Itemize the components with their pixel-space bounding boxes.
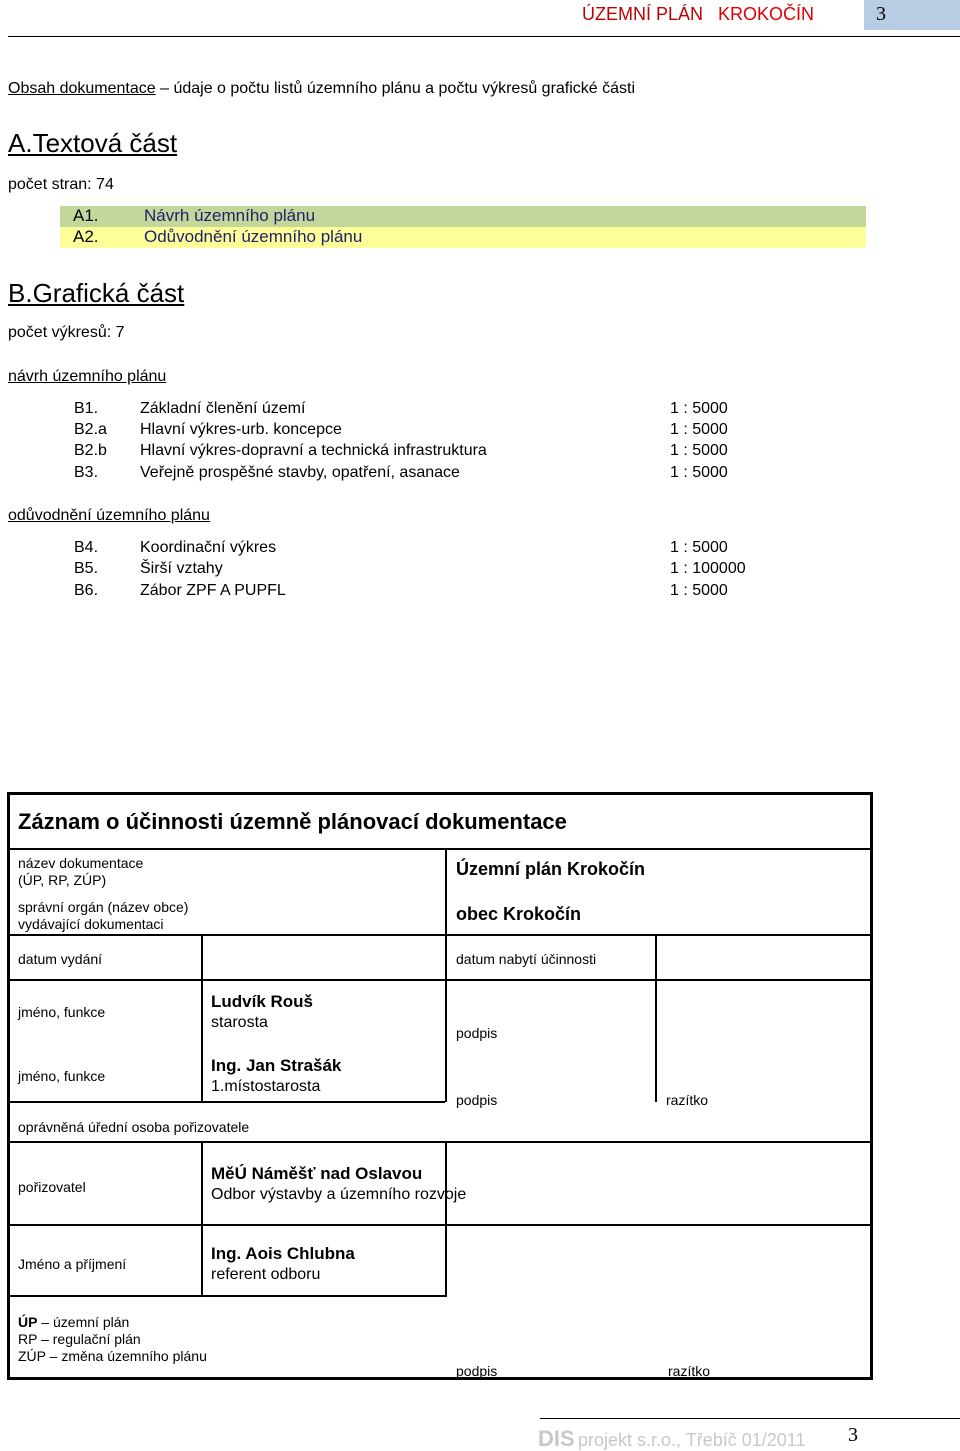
divider [655, 934, 657, 1102]
doc-name-value: Územní plán Krokočín [456, 859, 646, 879]
footer-company: projekt s.r.o., Třebíč 01/2011 [578, 1430, 806, 1450]
official-label: oprávněná úřední osoba pořizovatele [18, 1119, 250, 1135]
item-name: Návrh územního plánu [144, 206, 316, 225]
part-b-title: B.Grafická část [8, 278, 185, 308]
doc-name-label-1: název dokumentace [18, 855, 144, 871]
fullname-label: Jméno a příjmení [18, 1256, 127, 1272]
record-title: Záznam o účinnosti územně plánovací dokumentace [18, 809, 567, 834]
drawing-scale: 1 : 5000 [670, 442, 728, 459]
drawing-code: B5. [74, 560, 99, 577]
drawing-scale: 1 : 5000 [670, 421, 728, 438]
effective-date-label: datum nabytí účinnosti [456, 951, 597, 967]
contents-heading-link[interactable]: Obsah dokumentace [8, 80, 156, 97]
authority-label-1: správní orgán (název obce) [18, 899, 189, 915]
legend-line-2: RP – regulační plán [18, 1331, 141, 1347]
drawing-code: B2.a [74, 421, 107, 438]
group-proposal-title: návrh územního plánu [8, 368, 167, 385]
legend-line-1 [18, 1314, 129, 1331]
drawing-row [74, 421, 774, 443]
divider [10, 934, 870, 936]
authority-value: obec Krokočín [456, 904, 582, 924]
doc-name-label-2: (ÚP, RP, ZÚP) [18, 872, 107, 888]
drawing-row [74, 539, 774, 561]
part-b-count: počet výkresů: 7 [8, 324, 125, 341]
contents-heading-rest: – údaje o počtu listů územního plánu a počtu výkresů grafické části [155, 80, 636, 97]
drawing-code: B1. [74, 400, 99, 417]
drawing-row [74, 400, 774, 422]
fullname-name: Ing. Aois Chlubna [211, 1244, 355, 1263]
person2-name: Ing. Jan Strašák [211, 1056, 342, 1075]
drawing-scale: 1 : 100000 [670, 560, 746, 577]
drawing-row [74, 582, 774, 604]
drawing-name: Hlavní výkres-dopravní a technická infrastruktura [140, 442, 487, 459]
drawing-row [74, 442, 774, 464]
drawing-code: B3. [74, 464, 99, 481]
footer-rule [540, 1418, 960, 1419]
divider [445, 1141, 447, 1297]
item-code: A2. [73, 227, 99, 246]
group-justification-title: odůvodnění územního plánu [8, 507, 210, 524]
issue-date-label: datum vydání [18, 951, 103, 967]
person1-name: Ludvík Rouš [211, 992, 314, 1011]
drawing-scale: 1 : 5000 [670, 464, 728, 481]
authority-label-2: vydávající dokumentaci [18, 916, 164, 932]
divider [10, 848, 870, 850]
procurer-name: MěÚ Náměšť nad Oslavou [211, 1164, 423, 1183]
part-a-title: A.Textová část [8, 128, 178, 158]
drawing-row [74, 464, 774, 486]
drawing-name: Koordinační výkres [140, 539, 277, 556]
footer-brand: DIS [538, 1426, 575, 1451]
part-a-count: počet stran: 74 [8, 176, 114, 193]
header-title-name: KROKOČÍN [718, 4, 815, 24]
person2-label: jméno, funkce [18, 1068, 106, 1084]
footer-page-number: 3 [848, 1424, 858, 1446]
signature-label: podpis [456, 1363, 498, 1379]
drawing-code: B4. [74, 539, 99, 556]
drawing-scale: 1 : 5000 [670, 539, 728, 556]
drawing-row [74, 560, 774, 582]
item-name: Odůvodnění územního plánu [144, 227, 363, 246]
drawing-name: Základní členění území [140, 400, 306, 417]
divider [10, 979, 870, 981]
procurer-dept: Odbor výstavby a územního rozvoje [211, 1186, 467, 1203]
legend-1-text: – územní plán [37, 1314, 130, 1330]
contents-heading [8, 80, 635, 98]
divider [445, 848, 447, 936]
drawing-name: Veřejně prospěšné stavby, opatření, asanace [140, 464, 460, 481]
drawing-name: Hlavní výkres-urb. koncepce [140, 421, 342, 438]
item-code: A1. [73, 206, 99, 225]
header-rule [8, 36, 960, 37]
divider [10, 1295, 445, 1297]
legend-line-3: ZÚP – změna územního plánu [18, 1348, 207, 1364]
header-title: ÚZEMNÍ PLÁN [582, 4, 704, 24]
part-a-item-a1 [60, 206, 866, 227]
stamp-label: razítko [668, 1363, 711, 1379]
signature-label: podpis [456, 1092, 498, 1108]
signature-label: podpis [456, 1025, 498, 1041]
stamp-label: razítko [666, 1092, 709, 1108]
divider [445, 934, 447, 1102]
drawing-code: B6. [74, 582, 99, 599]
drawing-code: B2.b [74, 442, 107, 459]
fullname-role: referent odboru [211, 1266, 321, 1283]
effectiveness-record-table [7, 792, 873, 1380]
header-page-number: 3 [864, 0, 960, 30]
divider [201, 934, 203, 1102]
person1-label: jméno, funkce [18, 1004, 106, 1020]
part-a-item-a2 [60, 227, 866, 248]
drawing-name: Širší vztahy [140, 560, 223, 577]
drawing-scale: 1 : 5000 [670, 400, 728, 417]
divider [10, 1224, 870, 1226]
procurer-label: pořizovatel [18, 1179, 86, 1195]
divider [201, 1141, 203, 1297]
divider [10, 1141, 870, 1143]
divider [10, 1101, 445, 1103]
drawing-name: Zábor ZPF A PUPFL [140, 582, 286, 599]
person1-role: starosta [211, 1014, 268, 1031]
legend-1-abbr: ÚP [18, 1314, 38, 1330]
drawing-scale: 1 : 5000 [670, 582, 728, 599]
person2-role: 1.místostarosta [211, 1078, 321, 1095]
